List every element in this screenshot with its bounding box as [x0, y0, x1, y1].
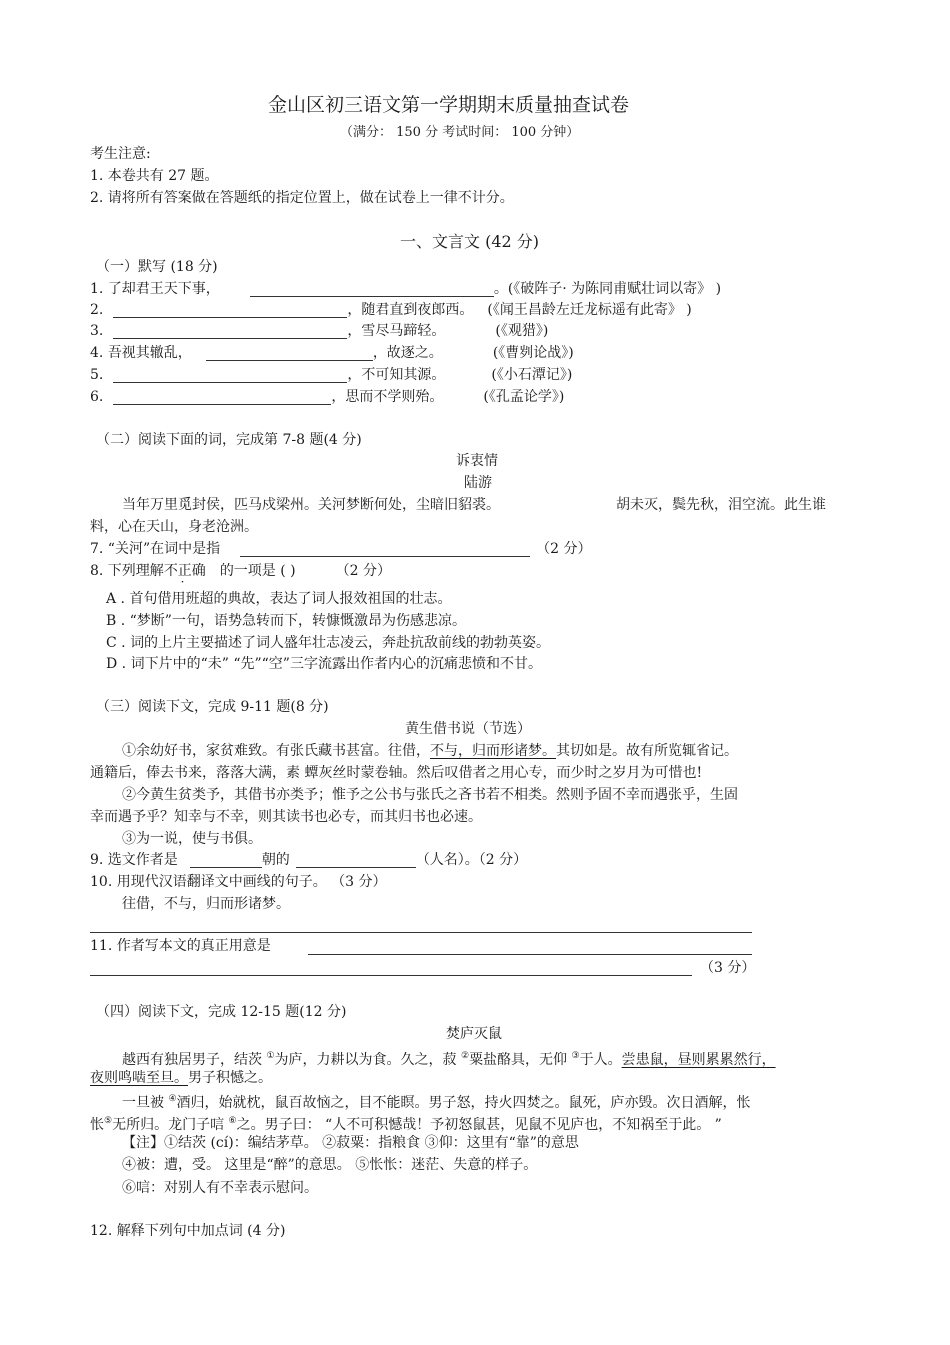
question-11: 11. 作者写本文的真正用意是 [90, 938, 271, 954]
note-2: ④被：遭，受。 这里是“醉”的意思。 ⑤怅怅：迷茫、失意的样子。 [122, 1157, 538, 1173]
paragraph-1b: 通籍后，俸去书来，落落大满，素 蟫灰丝时蒙卷轴。然后叹借者之用心专，而少时之岁月为可惜也! [90, 765, 703, 781]
answer-blank[interactable] [296, 852, 416, 868]
underlined-sentence: 夜则鸣啮至旦。 [90, 1070, 188, 1086]
option-c: C . 词的上片主要描述了词人盛年壮志凌云，奔赴抗敌前线的勃勃英姿。 [106, 635, 551, 651]
question-10: 10. 用现代汉语翻译文中画线的句子。 （3 分） [90, 874, 387, 890]
notice-item-1: 1. 本卷共有 27 题。 [90, 168, 219, 184]
answer-blank[interactable] [190, 852, 262, 868]
page-title: 金山区初三语文第一学期期末质量抽查试卷 [268, 94, 630, 116]
answer-blank[interactable] [113, 323, 347, 339]
poem-author: 陆游 [464, 475, 492, 491]
answer-blank[interactable] [250, 281, 494, 297]
poem-line-1a: 当年万里觅封侯，匹马戍梁州。关河梦断何处，尘暗旧貂裘。 [122, 497, 500, 513]
question-1: 1. 了却君王天下事， 。(《破阵子· 为陈同甫赋壮词以寄》 ) [90, 281, 722, 297]
question-2: 2. ，随君直到夜郎西。 (《闻王昌龄左迁龙标遥有此寄》 ) [90, 302, 692, 318]
option-d: D . 词下片中的“未” “先”“空”三字流露出作者内心的沉痛悲愤和不甘。 [106, 656, 542, 672]
poem-title: 诉衷情 [456, 453, 498, 469]
answer-line[interactable] [90, 932, 752, 933]
dotted-emphasis: 不正确 [163, 563, 206, 579]
question-9: 9. 选文作者是 朝的 （人名）。（2 分） [90, 852, 528, 868]
part2-heading: （二）阅读下面的词，完成第 7-8 题(4 分) [96, 432, 362, 448]
question-8: 8. 下列理解不正确 的一项是 ( ) （2 分） [90, 563, 391, 579]
note-1: 【注】①结茨 (cí)：编结茅草。 ②菽粟：指粮食 ③仰：这里有“靠”的意思 [122, 1135, 579, 1151]
part1-heading: （一）默写 (18 分) [96, 259, 218, 275]
text-title: 黄生借书说（节选） [405, 721, 531, 737]
section-title: 一、文言文 (42 分) [400, 232, 540, 251]
exam-info: （满分： 150 分 考试时间： 100 分钟） [340, 125, 580, 140]
option-a: A . 首句借用班超的典故，表达了词人报效祖国的壮志。 [106, 591, 452, 607]
question-6: 6. ，思而不学则殆。 (《孔孟论学》) [90, 389, 565, 405]
notice-item-2: 2. 请将所有答案做在答题纸的指定位置上，做在试卷上一律不计分。 [90, 190, 514, 206]
part4-heading: （四）阅读下文，完成 12-15 题(12 分) [96, 1004, 347, 1020]
poem-line-1b: 胡未灭，鬓先秋，泪空流。此生谁 [616, 497, 826, 513]
paragraph-2b: 幸而遇予乎？知幸与不幸，则其读书也必专，而其归书也必速。 [90, 809, 482, 825]
answer-blank[interactable] [240, 541, 530, 557]
paragraph-1a: ①余幼好书，家贫难致。有张氏藏书甚富。往借，不与，归而形诸梦。其切如是。故有所览辄省记。 [122, 743, 738, 759]
paragraph-4b: 夜则鸣啮至旦。男子积憾之。 [90, 1070, 272, 1086]
text-title-2: 焚庐灭鼠 [446, 1026, 502, 1042]
question-7: 7. “关河”在词中是指 （2 分） [90, 541, 592, 557]
paragraph-2a: ②今黄生贫类予，其借书亦类予；惟予之公书与张氏之吝书若不相类。然则予固不幸而遇张乎，生固 [122, 787, 738, 803]
notice-heading: 考生注意: [90, 146, 151, 162]
answer-line[interactable] [90, 975, 692, 976]
paragraph-4a: 越西有独居男子，结茨 ①为庐，力耕以为食。久之，菽 ②粟盐酪具，无仰 ③于人。尝患鼠，昼则累累然行， [122, 1051, 776, 1068]
part3-heading: （三）阅读下文，完成 9-11 题(8 分) [96, 699, 329, 715]
underlined-sentence: 尝患鼠，昼则累累然行， [621, 1052, 776, 1068]
paragraph-5a: 一旦被 ④酒归，始就枕，鼠百故恼之，目不能瞑。男子怒，持火四焚之。鼠死，庐亦毁。次日酒解，怅 [122, 1094, 751, 1111]
question-11-score: （3 分） [700, 960, 756, 976]
option-b: B . “梦断”一句，语势急转而下，转慷慨激昂为伤感悲凉。 [106, 613, 466, 629]
answer-blank[interactable] [113, 367, 347, 383]
paragraph-3: ③为一说，使与书俱。 [122, 831, 262, 847]
question-12: 12. 解释下列句中加点词 (4 分) [90, 1223, 286, 1239]
answer-blank[interactable] [113, 389, 331, 405]
note-3: ⑥唁：对别人有不幸表示慰问。 [122, 1180, 318, 1196]
question-5: 5. ，不可知其源。 (《小石潭记》) [90, 367, 573, 383]
question-3: 3. ，雪尽马蹄轻。 (《观猎》) [90, 323, 549, 339]
underlined-sentence: 不与，归而形诸梦。 [430, 743, 556, 759]
question-10-sentence: 往借，不与，归而形诸梦。 [122, 896, 290, 912]
paragraph-5b: 怅⑤无所归。龙门子唁 ⑥之。男子曰： “人不可积憾哉！予初怒鼠甚，见鼠不见庐也，不知祸至于此。 ” [90, 1116, 722, 1133]
poem-line-2: 料，心在天山，身老沧洲。 [90, 519, 258, 535]
question-4: 4. 吾视其辙乱， ，故逐之。 (《曹刿论战》) [90, 345, 574, 361]
answer-blank[interactable] [206, 345, 373, 361]
answer-line[interactable] [308, 954, 752, 955]
answer-blank[interactable] [113, 302, 347, 318]
